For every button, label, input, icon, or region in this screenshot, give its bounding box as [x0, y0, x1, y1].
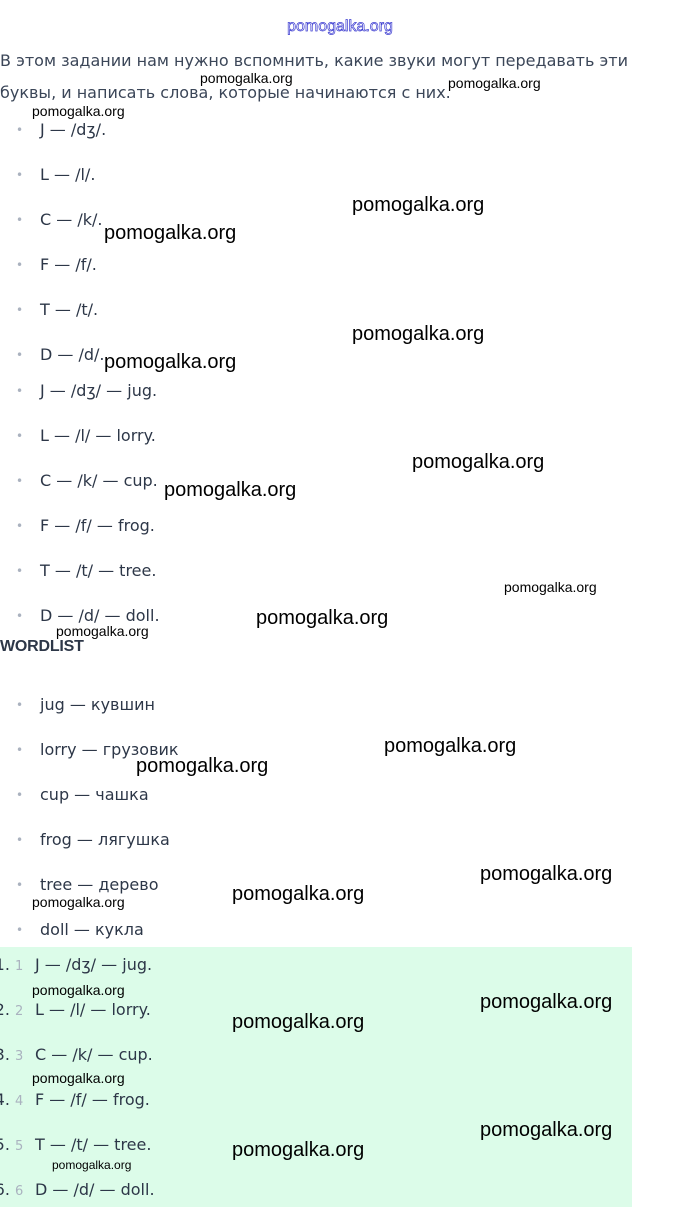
site-title[interactable]: pomogalka.org: [287, 18, 393, 35]
numbered-item: [15, 953, 152, 977]
bullet-icon: •: [16, 878, 24, 892]
list-item: [16, 828, 170, 852]
watermark: pomogalka.org: [352, 323, 485, 345]
bullet-icon: •: [16, 923, 24, 937]
list-item: [16, 424, 156, 448]
numbered-item-text: T — /t/ — tree.: [35, 1135, 152, 1154]
bullet-icon: •: [16, 384, 24, 398]
numbered-item: [15, 1088, 150, 1112]
bullet-icon: •: [16, 698, 24, 712]
item-number: 5: [15, 1139, 24, 1154]
list-item: [16, 469, 158, 493]
list-item-text: F — /f/.: [40, 255, 97, 274]
list-item-text: doll — кукла: [40, 920, 144, 939]
list-item: [16, 343, 105, 367]
watermark: pomogalka.org: [164, 479, 297, 501]
list-item-text: T — /t/ — tree.: [40, 561, 157, 580]
watermark: pomogalka.org: [56, 623, 149, 639]
watermark: pomogalka.org: [232, 883, 365, 905]
bullet-icon: •: [16, 519, 24, 533]
list-item-text: frog — лягушка: [40, 830, 170, 849]
list-item-text: D — /d/ — doll.: [40, 606, 160, 625]
list-item: [16, 379, 157, 403]
wordlist-heading: WORDLIST: [0, 638, 84, 655]
list-item-text: L — /l/.: [40, 165, 96, 184]
watermark: pomogalka.org: [136, 755, 269, 777]
bullet-icon: •: [16, 564, 24, 578]
list-item: [16, 783, 149, 807]
bullet-icon: •: [16, 609, 24, 623]
list-item: [16, 918, 144, 942]
numbered-item-text: F — /f/ — frog.: [35, 1090, 150, 1109]
item-number: 1: [15, 959, 24, 974]
list-item: [16, 163, 95, 187]
list-item-text: T — /t/.: [40, 300, 99, 319]
watermark: pomogalka.org: [104, 222, 237, 244]
watermark: pomogalka.org: [32, 103, 125, 119]
watermark: pomogalka.org: [256, 607, 389, 629]
bullet-icon: •: [16, 788, 24, 802]
list-item-text: lorry — грузовик: [40, 740, 179, 759]
watermark: pomogalka.org: [480, 991, 613, 1013]
list-item-text: J — /dʒ/ — jug.: [40, 381, 158, 400]
item-number: 3: [15, 1049, 24, 1064]
watermark: pomogalka.org: [352, 194, 485, 216]
item-number: 6: [15, 1184, 24, 1199]
watermark: pomogalka.org: [232, 1139, 365, 1161]
list-item-text: F — /f/ — frog.: [40, 516, 155, 535]
numbered-item: [15, 998, 151, 1022]
watermark: pomogalka.org: [480, 1119, 613, 1141]
list-item-text: C — /k/.: [40, 210, 103, 229]
list-item: [16, 118, 106, 142]
list-item-text: jug — кувшин: [40, 695, 155, 714]
list-item-text: L — /l/ — lorry.: [40, 426, 156, 445]
list-item-text: cup — чашка: [40, 785, 149, 804]
list-item: [16, 514, 155, 538]
bullet-icon: •: [16, 348, 24, 362]
watermark: pomogalka.org: [32, 982, 125, 998]
bullet-icon: •: [16, 833, 24, 847]
bullet-icon: •: [16, 123, 24, 137]
watermark: pomogalka.org: [32, 894, 125, 910]
watermark: pomogalka.org: [504, 579, 597, 595]
numbered-item: [15, 1043, 153, 1067]
watermark: pomogalka.org: [480, 863, 613, 885]
list-item-text: tree — дерево: [40, 875, 159, 894]
numbered-item-text: L — /l/ — lorry.: [35, 1000, 151, 1019]
bullet-icon: •: [16, 168, 24, 182]
watermark: pomogalka.org: [448, 75, 541, 91]
bullet-icon: •: [16, 429, 24, 443]
list-item: [16, 253, 97, 277]
bullet-icon: •: [16, 743, 24, 757]
watermark: pomogalka.org: [32, 1070, 125, 1086]
watermark: pomogalka.org: [412, 451, 545, 473]
list-item: [16, 208, 102, 232]
list-item-text: C — /k/ — cup.: [40, 471, 158, 490]
list-item: [16, 559, 156, 583]
watermark: pomogalka.org: [384, 735, 517, 757]
bullet-icon: •: [16, 213, 24, 227]
watermark: pomogalka.org: [104, 351, 237, 373]
item-number: 2: [15, 1004, 24, 1019]
numbered-item-text: J — /dʒ/ — jug.: [35, 955, 153, 974]
numbered-item-text: C — /k/ — cup.: [35, 1045, 153, 1064]
intro-paragraph: В этом задании нам нужно вспомнить, какие звуки могут передавать эти буквы, и написать слова, которые начинаются с них.: [0, 51, 628, 102]
list-item-text: D — /d/.: [40, 345, 105, 364]
bullet-icon: •: [16, 474, 24, 488]
numbered-item-text: D — /d/ — doll.: [35, 1180, 155, 1199]
item-number: 4: [15, 1094, 24, 1109]
watermark: pomogalka.org: [200, 70, 293, 86]
bullet-icon: •: [16, 303, 24, 317]
numbered-item: [15, 1178, 155, 1202]
watermark: pomogalka.org: [52, 1158, 132, 1172]
list-item: [16, 693, 155, 717]
watermark: pomogalka.org: [232, 1011, 365, 1033]
bullet-icon: •: [16, 258, 24, 272]
list-item: [16, 298, 98, 322]
numbered-item: [15, 1133, 151, 1157]
list-item-text: J — /dʒ/.: [40, 120, 107, 139]
